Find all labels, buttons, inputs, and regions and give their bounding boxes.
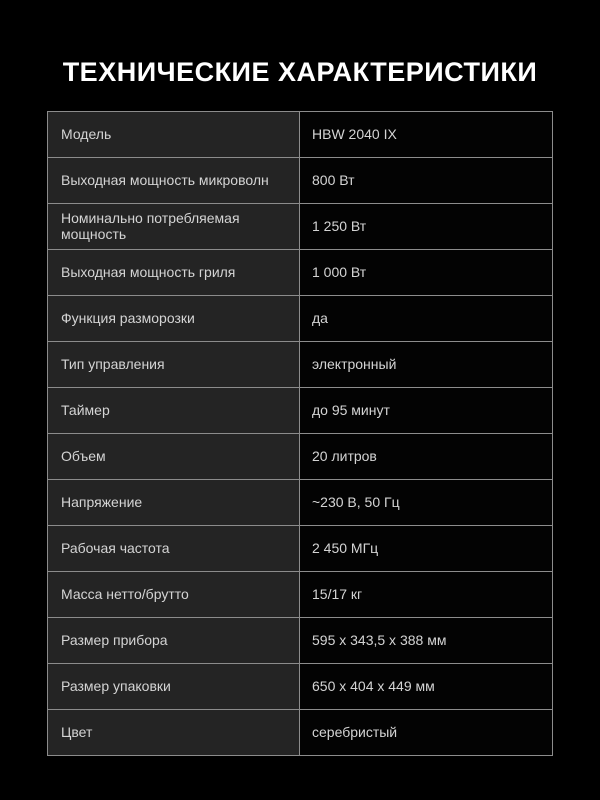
spec-value: 15/17 кг xyxy=(300,572,552,617)
spec-value: серебристый xyxy=(300,710,552,755)
spec-label: Выходная мощность микроволн xyxy=(48,158,300,203)
spec-label: Масса нетто/брутто xyxy=(48,572,300,617)
spec-value: 20 литров xyxy=(300,434,552,479)
spec-label: Рабочая частота xyxy=(48,526,300,571)
table-row xyxy=(48,480,552,526)
spec-value: 2 450 МГц xyxy=(300,526,552,571)
spec-value: 650 х 404 х 449 мм xyxy=(300,664,552,709)
spec-label: Объем xyxy=(48,434,300,479)
spec-value: 1 000 Вт xyxy=(300,250,552,295)
spec-value: да xyxy=(300,296,552,341)
table-row xyxy=(48,158,552,204)
table-row xyxy=(48,572,552,618)
spec-value: 1 250 Вт xyxy=(300,204,552,249)
spec-label: Таймер xyxy=(48,388,300,433)
spec-value: 595 х 343,5 х 388 мм xyxy=(300,618,552,663)
spec-label: Модель xyxy=(48,112,300,157)
table-row xyxy=(48,250,552,296)
table-row xyxy=(48,296,552,342)
spec-value: 800 Вт xyxy=(300,158,552,203)
spec-value: электронный xyxy=(300,342,552,387)
spec-label: Выходная мощность гриля xyxy=(48,250,300,295)
table-row xyxy=(48,112,552,158)
spec-label: Цвет xyxy=(48,710,300,755)
table-row xyxy=(48,342,552,388)
spec-label: Напряжение xyxy=(48,480,300,525)
table-row xyxy=(48,388,552,434)
spec-label: Размер прибора xyxy=(48,618,300,663)
table-row xyxy=(48,664,552,710)
table-row xyxy=(48,710,552,755)
spec-value: до 95 минут xyxy=(300,388,552,433)
spec-label: Номинально потребляемая мощность xyxy=(48,204,300,249)
table-row xyxy=(48,434,552,480)
page-title: ТЕХНИЧЕСКИЕ ХАРАКТЕРИСТИКИ xyxy=(62,57,538,87)
spec-value: HBW 2040 IX xyxy=(300,112,552,157)
table-row xyxy=(48,618,552,664)
spec-label: Размер упаковки xyxy=(48,664,300,709)
spec-value: ~230 В, 50 Гц xyxy=(300,480,552,525)
table-row xyxy=(48,526,552,572)
spec-table xyxy=(47,111,553,756)
spec-label: Тип управления xyxy=(48,342,300,387)
spec-label: Функция разморозки xyxy=(48,296,300,341)
table-row xyxy=(48,204,552,250)
